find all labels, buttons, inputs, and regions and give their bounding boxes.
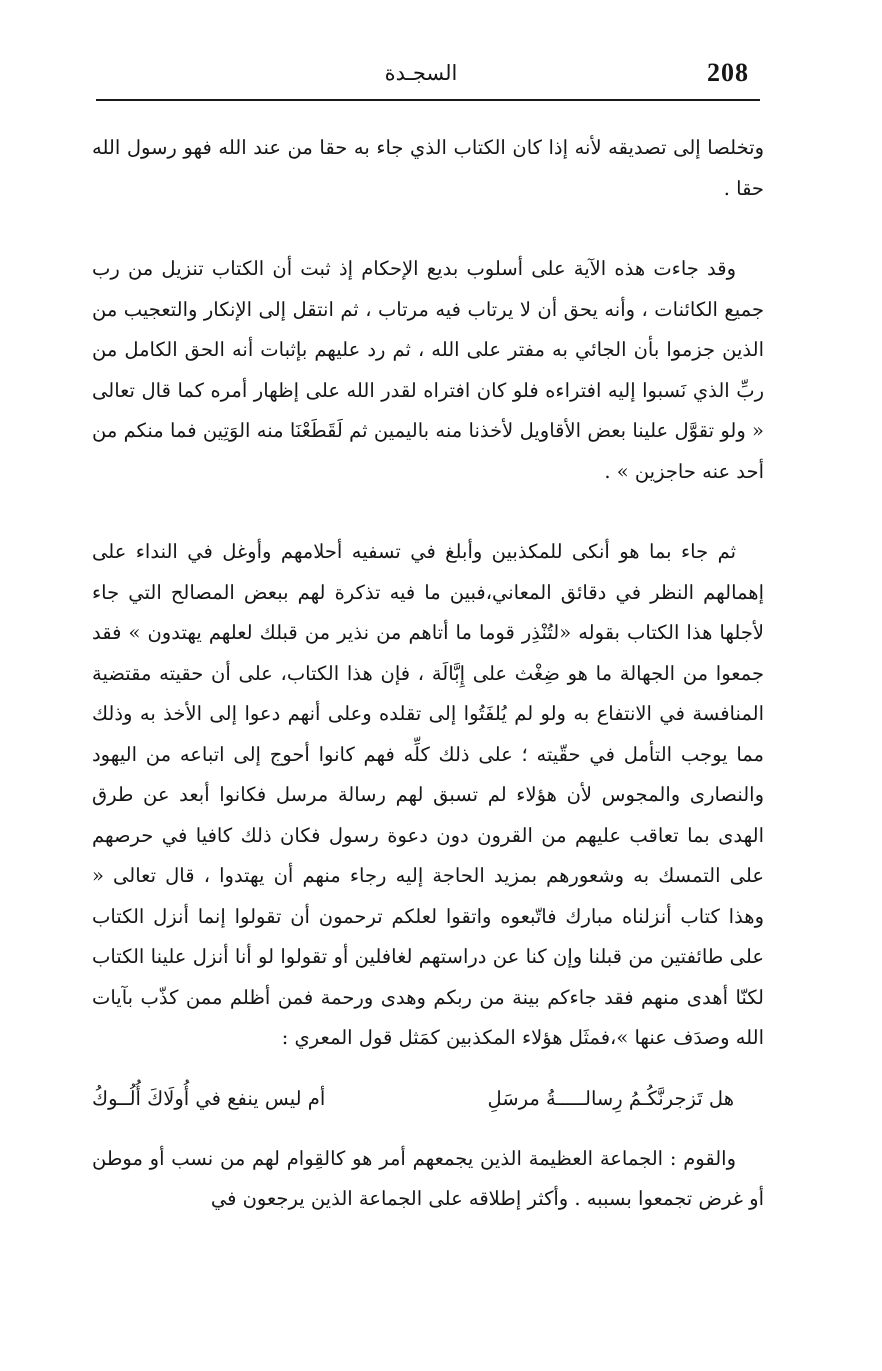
paragraph-gap [92, 209, 764, 249]
poetry-verse [92, 1077, 764, 1121]
running-title: السجـدة [384, 61, 458, 85]
paragraph-gap [92, 492, 764, 532]
paragraph: والقوم : الجماعة العظيمة الذين يجمعهم أمر هو كالقِوام لهم من نسب أو موطن أو غرض تجمعوا بسببه . وأكثر إطلاقه على الجماعة الذين يرجعون في [92, 1146, 764, 1210]
header-divider [96, 99, 760, 101]
paragraph: وتخلصا إلى تصديقه لأنه إذا كان الكتاب الذي جاء به حقا من عند الله فهو رسول الله حقا . [92, 136, 764, 200]
page-header [0, 0, 882, 102]
paragraph: وقد جاءت هذه الآية على أسلوب بديع الإحكام إذ ثبت أن الكتاب تنزيل من رب جميع الكائنات ، وأنه يحق أن لا يرتاب فيه مرتاب ، ثم انتقل إلى الإنكار والتعجيب من الذين جزموا بأن الجائي به مفتر على الله ، ثم رد عليهم بإثبات أنه الحق الكامل من ربِّ الذي نَسبوا إليه افتراءه فلو كان افتراه لقدر الله على إظهار أمره كما قال تعالى « ولو تقوَّل علينا بعض الأقاويل لأخذنا منه باليمين ثم لَقَطَعْنَا منه الوَتِين فما منكم من أحد عنه حاجزين » . [92, 257, 764, 483]
paragraph: ثم جاء بما هو أنكى للمكذبين وأبلغ في تسفيه أحلامهم وأوغل في النداء على إهمالهم النظر في دقائق المعاني،فبين ما فيه تذكرة لهم ببعض المصالح التي جاء لأجلها هذا الكتاب بقوله «لتُنْذِر قوما ما أتاهم من نذير من قبلك لعلهم يهتدون » فقد جمعوا من الجهالة ما هو ضِغْث على إِبَّالَة ، فإن هذا الكتاب، على أن حقيته مقتضية المنافسة في الانتفاع به ولو لم يُلفَتُوا إلى تقلده وعلى أنهم دعوا إلى الأخذ به وذلك مما يوجب التأمل في حقّيته ؛ على ذلك كلِّه فهم كانوا أحوج إلى اتباعه من اليهود والنصارى والمجوس لأن هؤلاء لم تسبق لهم رسالة مرسل فكانوا أبعد عن طرق الهدى بما تعاقب عليهم من القرون دون دعوة رسول فكان ذلك كافيا في حرصهم على التمسك به وشعورهم بمزيد الحاجة إليه رجاء منهم أن يهتدوا ، قال تعالى « وهذا كتاب أنزلناه مبارك فاتّبعوه واتقوا لعلكم ترحمون أن تقولوا إنما أنزل الكتاب على طائفتين من قبلنا وإن كنا عن دراستهم لغافلين أو تقولوا لو أنا أنزل علينا الكتاب لكنّا أهدى منهم فقد جاءكم بينة من ربكم وهدى ورحمة فمن أظلم ممن كذّب بآيات الله وصدَف عنها »،فمثَل هؤلاء المكذبين كمَثل قول المعري : [92, 540, 764, 1049]
verse-second-hemistich: أم ليس ينفع في أُولَاكَ أُلُــوكُ [92, 1086, 326, 1110]
page-number: 208 [707, 58, 749, 87]
verse-first-hemistich: هل تَزجرنَّكُـمُ رِسالـــــةُ مرسَلِ [487, 1086, 734, 1110]
page-body [92, 128, 764, 1328]
